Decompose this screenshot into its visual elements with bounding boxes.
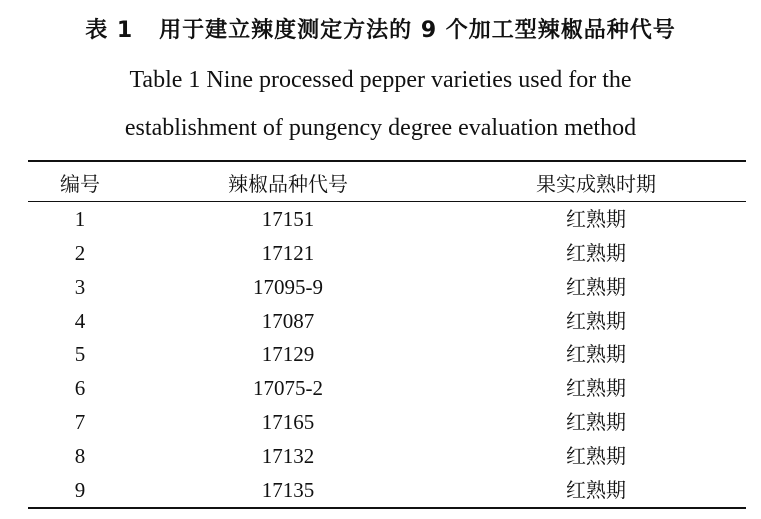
table-top-rule: [28, 160, 746, 162]
row-number: 1: [74, 207, 86, 231]
variety-code: 17165: [261, 410, 315, 434]
header-ripening-stage: 果实成熟时期: [536, 172, 656, 196]
table-row: [28, 439, 746, 473]
table-row: [28, 405, 746, 439]
variety-code: 17087: [261, 309, 315, 333]
table-row: [28, 236, 746, 270]
table-label: 表 1: [85, 18, 134, 43]
ripening-stage: 红熟期: [566, 478, 626, 502]
table-bottom-rule: [28, 507, 746, 509]
table-row: [28, 473, 746, 507]
table-row: [28, 202, 746, 236]
table-row: [28, 337, 746, 371]
variety-code: 17129: [261, 342, 315, 366]
variety-code: 17135: [261, 478, 315, 502]
row-number: 3: [74, 275, 86, 299]
ripening-stage: 红熟期: [566, 376, 626, 400]
ripening-stage: 红熟期: [566, 241, 626, 265]
row-number: 9: [74, 478, 86, 502]
ripening-stage: 红熟期: [566, 207, 626, 231]
header-number: 编号: [60, 172, 100, 196]
row-number: 8: [74, 444, 86, 468]
table-title-text: 用于建立辣度测定方法的 9 个加工型辣椒品种代号: [159, 18, 676, 43]
table-title-english-line-1: Table 1 Nine processed pepper varieties used for the: [129, 67, 632, 93]
ripening-stage: 红熟期: [566, 275, 626, 299]
table-title-chinese: [0, 16, 761, 46]
row-number: 4: [74, 309, 86, 333]
table-row: [28, 304, 746, 338]
variety-code: 17075-2: [253, 376, 323, 400]
ripening-stage: 红熟期: [566, 410, 626, 434]
table-header-row: [28, 167, 746, 201]
variety-code: 17151: [261, 207, 315, 231]
variety-code: 17132: [261, 444, 315, 468]
ripening-stage: 红熟期: [566, 342, 626, 366]
row-number: 7: [74, 410, 86, 434]
table-row: [28, 270, 746, 304]
row-number: 6: [74, 376, 86, 400]
variety-code: 17121: [261, 241, 315, 265]
ripening-stage: 红熟期: [566, 444, 626, 468]
variety-code: 17095-9: [253, 275, 323, 299]
row-number: 5: [74, 342, 86, 366]
table-row: [28, 371, 746, 405]
table-title-english-line-2: establishment of pungency degree evaluation method: [124, 115, 637, 141]
row-number: 2: [74, 241, 86, 265]
header-variety-code: 辣椒品种代号: [228, 172, 348, 196]
ripening-stage: 红熟期: [566, 309, 626, 333]
